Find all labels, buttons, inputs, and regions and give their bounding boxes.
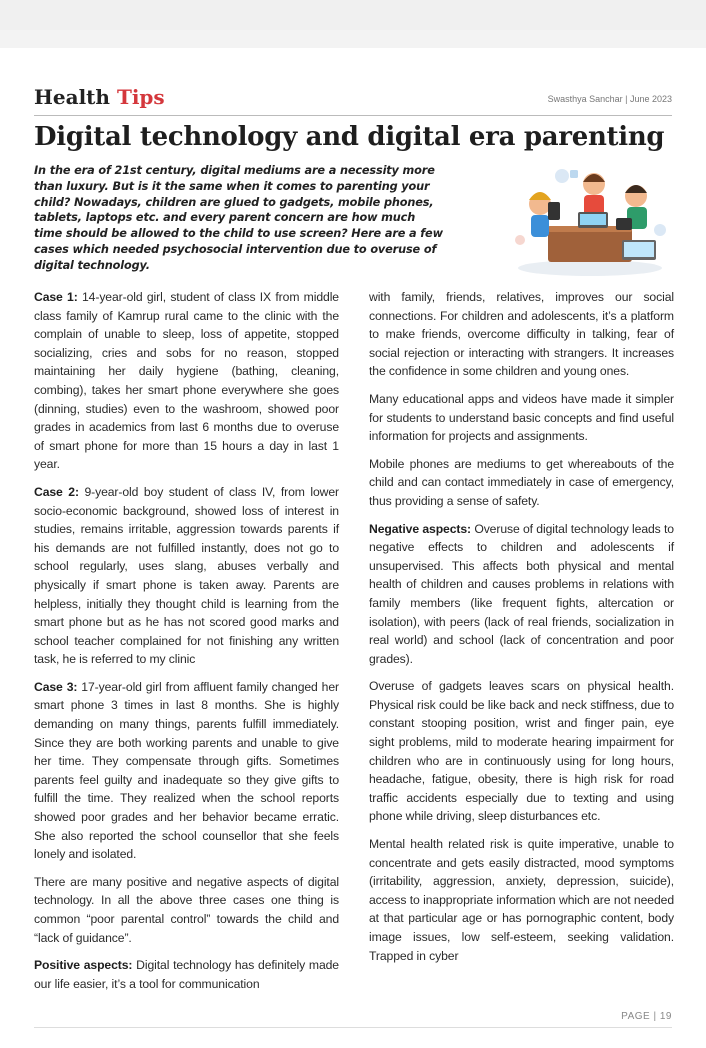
paragraph-mental-health bbox=[369, 835, 674, 965]
footer-divider bbox=[34, 1027, 672, 1028]
paragraph-physical-health bbox=[369, 677, 674, 826]
section-label-accent: Tips bbox=[116, 85, 165, 109]
negative-aspects-text: Overuse of digital technology leads to negative effects to children and adolescents if unsupervised. This affects both physical and mental health of children and causes problems in relations with family members (like frequent fights, altercation or isolation), with peers (lack of real friends, socialization in real world) and school (lack of concentration and poor grades). bbox=[369, 521, 674, 666]
safety-text: Mobile phones are mediums to get whereabouts of the child and can contact immediately in case of emergency, thus providing a sense of safety. bbox=[369, 456, 674, 508]
magazine-page bbox=[0, 48, 706, 1048]
paragraph-positive-aspects bbox=[34, 956, 339, 993]
case-3-text: 17-year-old girl from affluent family changed her smart phone 3 times in last 8 months. She is highly demanding on many things, parents fulfill immediately. Since they are both working parents and unable to give her time. They compensate through gifts. Sometimes parents feel guilty and inadequate so they give gifts to fulfill the time. They realized when the school reports showed poor grades and her behavior became erratic. She also reported the school counsellor that she feels lonely and isolated. bbox=[34, 679, 339, 862]
case-1-text: 14-year-old girl, student of class IX from middle class family of Kamrup rural came to the clinic with the complain of unable to sleep, loss of appetite, stopped socializing, cries and sobs for no reason, stopped maintaining her daily hygiene (bathing, cleaning, combing), takes her smart phone everywhere she goes (dinning, studies) even to the washroom, showed poor grades in academics from last 6 months due to overuse of smart phone for more than 15 hours a day in last 1 year. bbox=[34, 290, 339, 472]
case-2-label: Case 2: bbox=[34, 484, 79, 499]
educational-apps-text: Many educational apps and videos have made it simpler for students to understand basic concepts and find useful information for projects and assignments. bbox=[369, 391, 674, 444]
case-3-label: Case 3: bbox=[34, 679, 78, 694]
section-label-main: Health bbox=[34, 85, 110, 109]
page-number: PAGE | 19 bbox=[621, 1011, 672, 1022]
case-2-text: 9-year-old boy student of class IV, from lower socio-economic background, showed loss of interest in studies, remains irritable, aggression towards parents if his demands are not fulfilled instantly, does not go to school regularly, uses slang, abuses verbally and physically if smart phone is taken away. Parents are helpless, initially they thought child is learning from the smart phone but as he has not scored good marks and school teacher complained for not finishing any written task, he is referred to my clinic bbox=[34, 484, 339, 667]
mental-health-text: Mental health related risk is quite imperative, unable to concentrate and gets easily distracted, mood symptoms (irritability, aggression, anxiety, depression, suicide), access to inappropriate information which are not needed at that particular age or has pornographic content, body image issues, low self-esteem, seeking validation. Trapped in cyber bbox=[369, 837, 674, 963]
paragraph-case-2 bbox=[34, 483, 339, 669]
negative-aspects-label: Negative aspects: bbox=[369, 521, 471, 536]
article-title: Digital technology and digital era parenting bbox=[34, 122, 665, 152]
article-intro: In the era of 21st century, digital mediums are a necessity more than luxury. But is it the same when it comes to parenting your child? Nowadays, children are glued to gadgets, mobile phones, tablets, laptops etc. and every parent concern are how much time should be allowed to the child to use screen? Here are a few cases which needed psychosocial intervention due to overuse of digital technology. bbox=[34, 164, 443, 272]
paragraph-social-connections bbox=[369, 288, 674, 381]
paragraph-case-1 bbox=[34, 288, 339, 474]
issue-info: Swasthya Sanchar | June 2023 bbox=[547, 94, 672, 104]
positive-aspects-text: Digital technology has definitely made our life easier, it’s a tool for communication bbox=[34, 958, 339, 991]
physical-health-text: Overuse of gadgets leaves scars on physical health. Physical risk could be like back and neck stiffness, due to constant stooping position, wrist and finger pain, eye sight problems, mild to moderate hearing impairment for children who are in continuously using for long hours, headache, fatigue, obesity, there is high risk for road traffic accidents especially due to texting and using phone while driving, sleep disturbances etc. bbox=[369, 679, 674, 824]
social-connections-text: with family, friends, relatives, improves our social connections. For children and adolescents, it’s a platform to make friends, overcome difficulty in talking, fear of social rejection or interacting with strangers. It increases the confidence in some children and young ones. bbox=[369, 290, 674, 379]
paragraph-safety bbox=[369, 455, 674, 511]
kids-with-devices-illustration bbox=[510, 160, 670, 280]
paragraph-negative-aspects bbox=[369, 520, 674, 669]
section-label bbox=[34, 85, 165, 109]
paragraph-aspects-intro bbox=[34, 873, 339, 947]
header-divider bbox=[34, 115, 672, 116]
case-1-label: Case 1: bbox=[34, 290, 78, 304]
paragraph-case-3 bbox=[34, 678, 339, 864]
article-column-left bbox=[34, 288, 339, 1002]
paragraph-educational-apps bbox=[369, 390, 674, 446]
previous-page-strip bbox=[0, 0, 706, 30]
positive-aspects-label: Positive aspects: bbox=[34, 958, 133, 973]
aspects-intro-text: There are many positive and negative aspects of digital technology. In all the above three cases one thing is common “poor parental control” towards the child and “lack of guidance”. bbox=[34, 874, 339, 945]
article-column-right bbox=[369, 288, 674, 974]
